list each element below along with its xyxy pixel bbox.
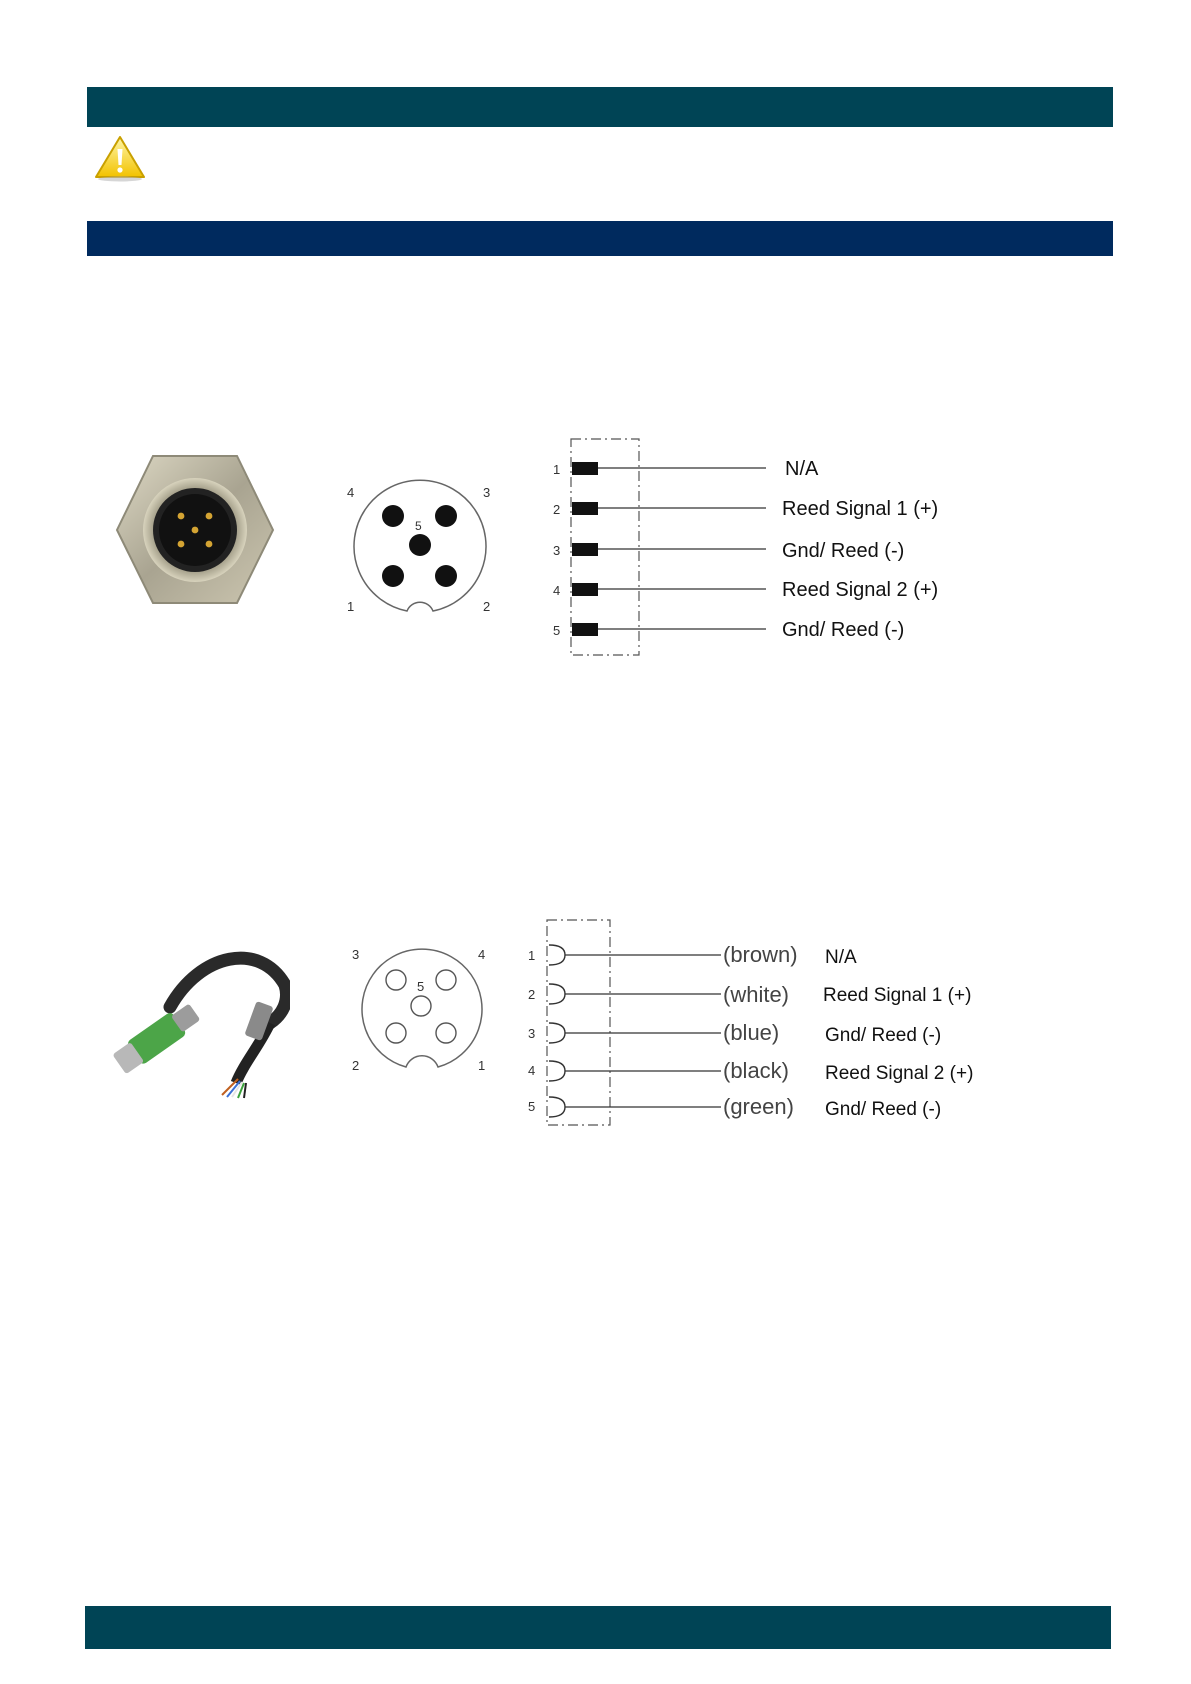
wiring-row [528,982,971,1007]
pin-number: 5 [528,1099,536,1114]
wiring-row [528,1020,941,1046]
female-wiring-diagram [525,915,1015,1130]
wiring-row [528,942,857,968]
male-pin-face-diagram [335,475,505,625]
pin-number: 2 [553,502,561,517]
female-pin-face-diagram [340,940,505,1085]
pin-number: 3 [352,947,360,962]
wire-color: (green) [723,1094,794,1119]
signal-label: Gnd/ Reed (-) [782,540,905,562]
pin-number: 5 [415,519,422,533]
signal-label: N/A [785,458,819,480]
wiring-row [553,498,938,520]
wiring-row [553,540,904,562]
pin-number: 1 [553,462,561,477]
wire-color: (blue) [723,1020,780,1045]
wiring-row [553,619,904,641]
wire-color: (white) [723,982,790,1007]
pin-number: 1 [347,599,355,614]
male-wiring-diagram [550,435,1000,660]
wiring-row [528,1058,973,1084]
pin-number: 3 [553,543,561,558]
wire-color: (black) [723,1058,790,1083]
wiring-row [553,579,938,601]
signal-label: Reed Signal 2 (+) [825,1063,974,1084]
pin-number: 4 [347,485,355,500]
signal-label: Reed Signal 1 (+) [782,498,939,520]
signal-label: Gnd/ Reed (-) [782,619,905,641]
header-bar [87,87,1113,127]
footer-bar [85,1606,1111,1649]
pin-number: 4 [553,583,561,598]
signal-label: Gnd/ Reed (-) [825,1099,942,1120]
pin-number: 2 [483,599,491,614]
signal-label: Gnd/ Reed (-) [825,1025,942,1046]
pin-number: 3 [528,1026,536,1041]
warning-icon [92,133,148,183]
pin-number: 4 [478,947,486,962]
wiring-row [528,1094,941,1120]
female-cable-photo [110,945,290,1100]
signal-label: N/A [825,947,857,968]
wire-color: (brown) [723,942,798,967]
pin-number: 1 [528,948,536,963]
section-bar [87,221,1113,256]
male-connector-photo [115,452,275,607]
pin-number: 4 [528,1063,536,1078]
pin-number: 5 [553,623,561,638]
pin-number: 2 [352,1058,360,1073]
signal-label: Reed Signal 1 (+) [823,985,972,1006]
pin-number: 5 [417,979,425,994]
pin-number: 1 [478,1058,486,1073]
pin-number: 3 [483,485,491,500]
pin-number: 2 [528,987,536,1002]
wiring-row [553,458,819,480]
signal-label: Reed Signal 2 (+) [782,579,939,601]
